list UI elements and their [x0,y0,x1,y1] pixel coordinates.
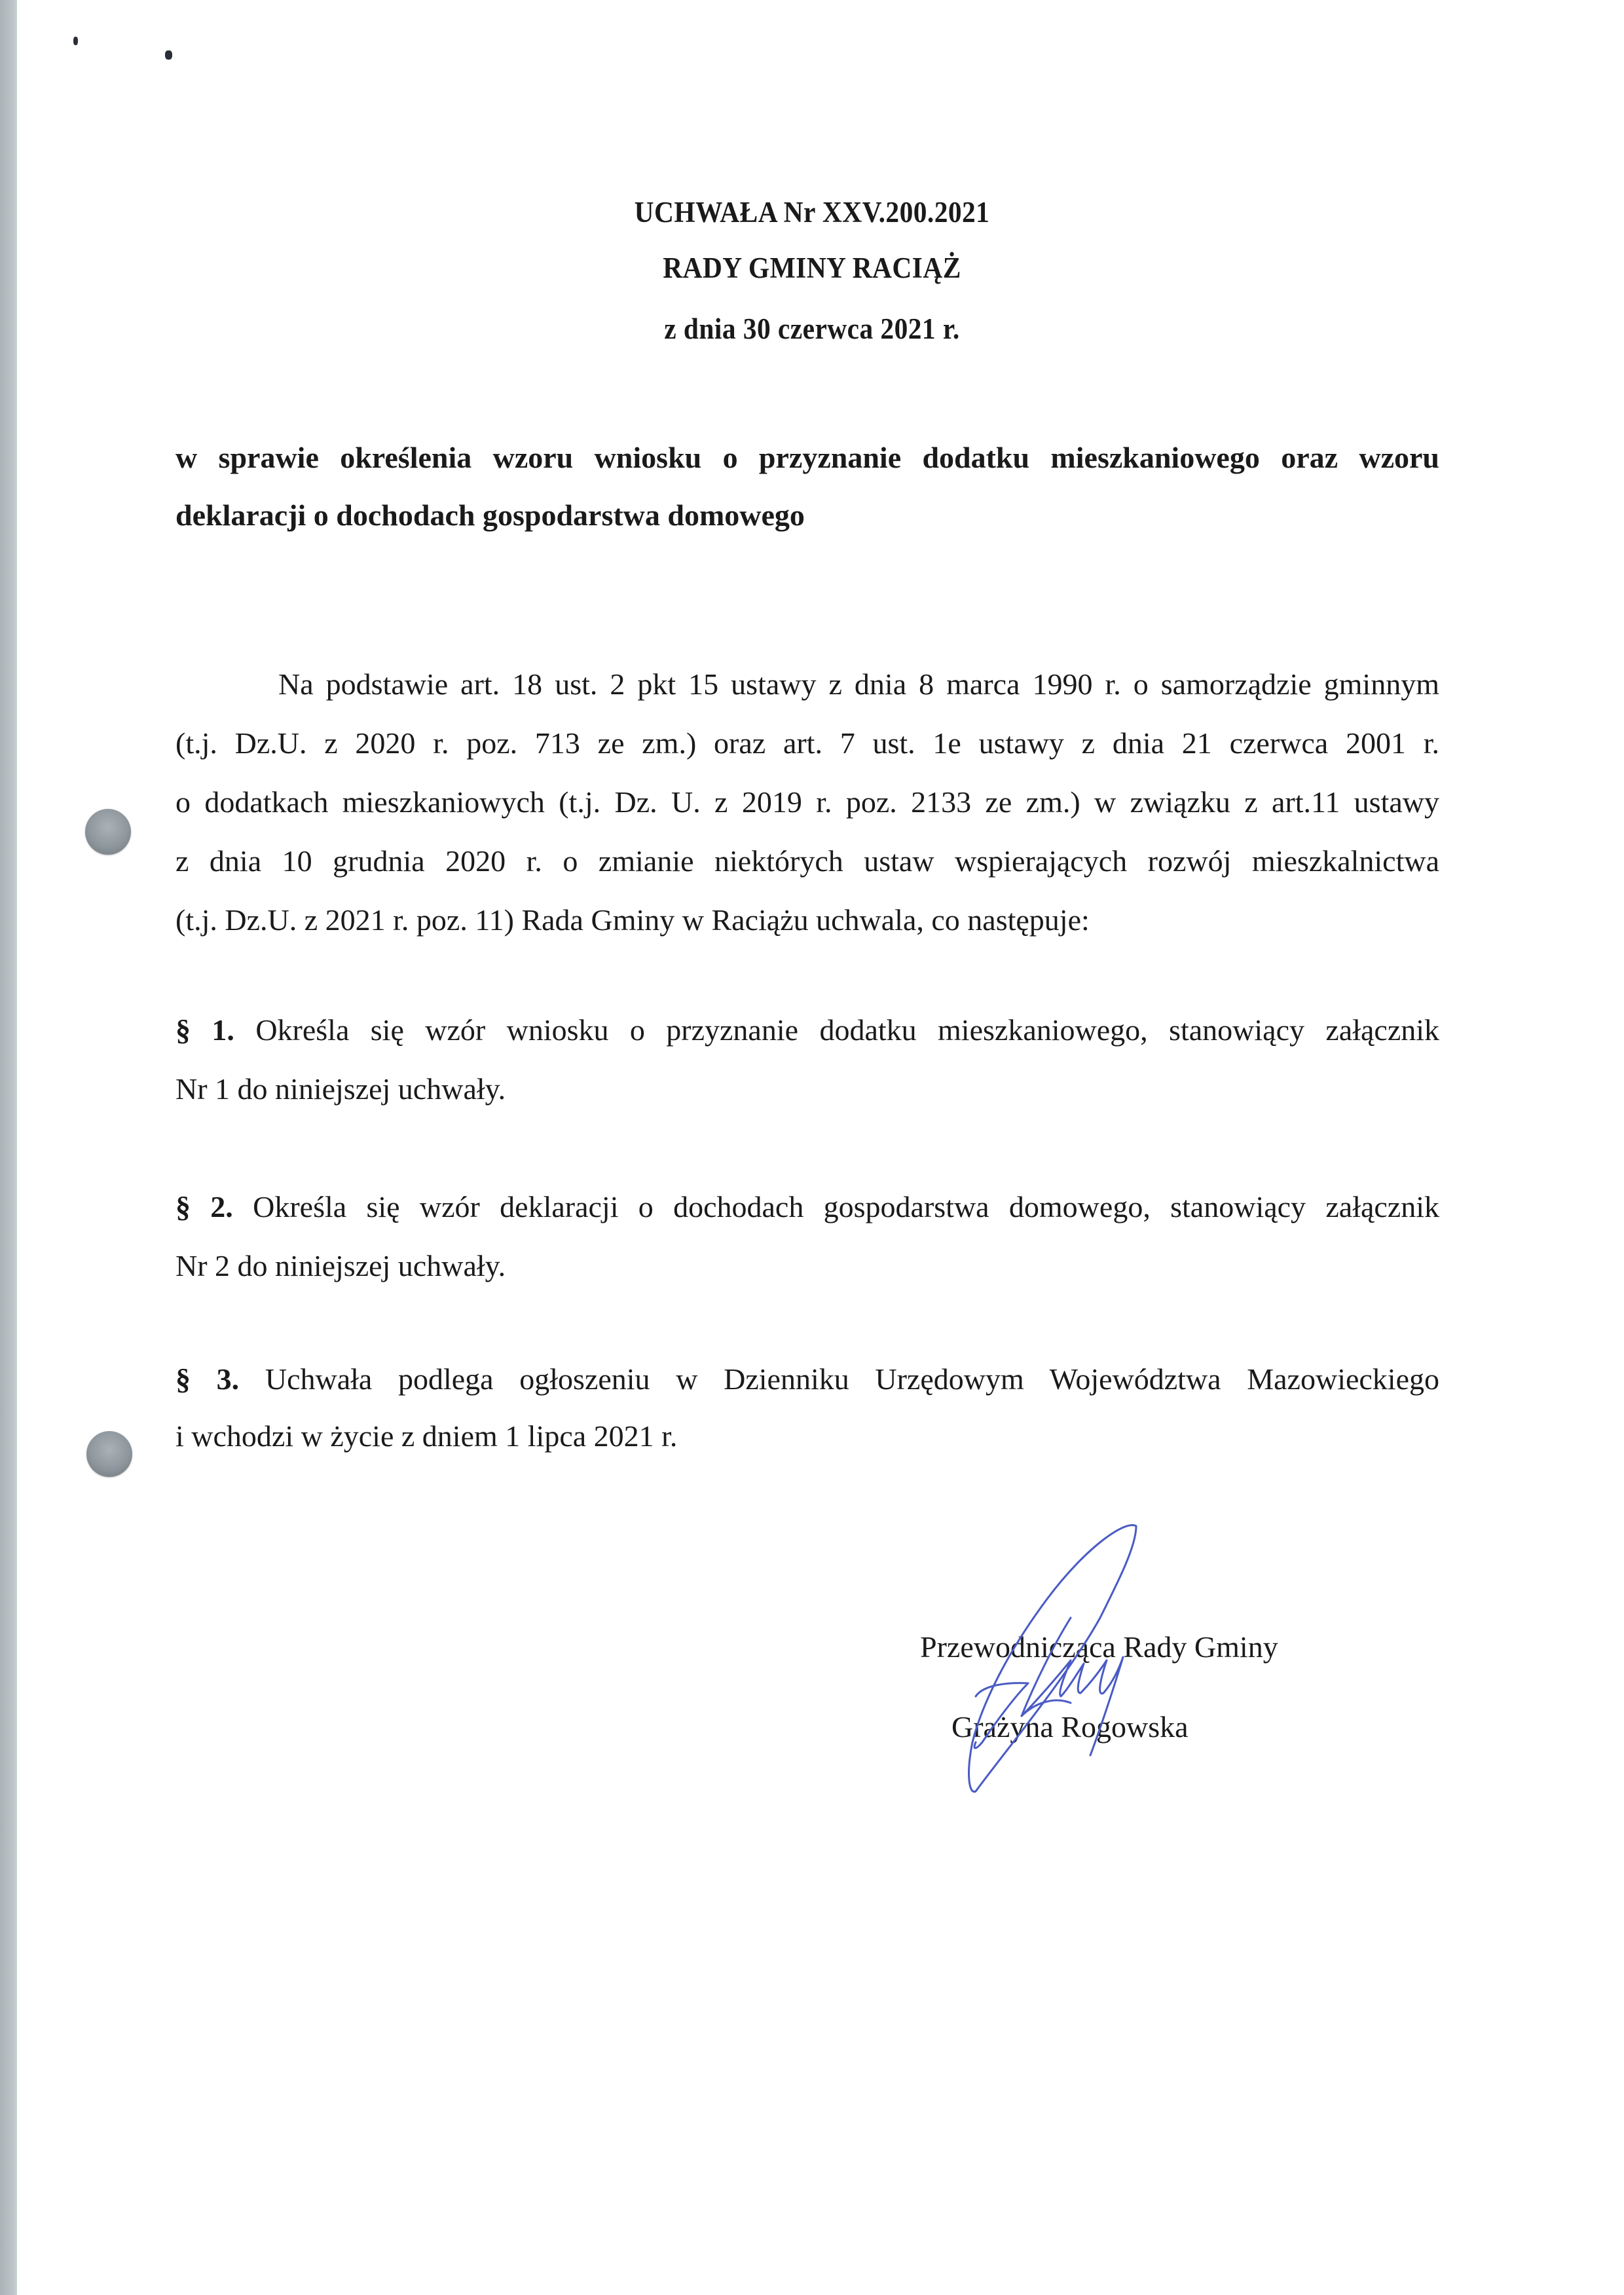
paragraph-1-line-1 [175,1015,1439,1045]
paragraph-2-line-2: Nr 2 do niniejszej uchwały. [175,1249,506,1282]
paragraph-2-line-1 [175,1192,1439,1222]
paragraph-1-text: Określa się wzór wniosku o przyznanie dodatku mieszkaniowego, stanowiący załącznik [255,1013,1440,1047]
preamble-line-2: (t.j. Dz.U. z 2020 r. poz. 713 ze zm.) oraz art. 7 ust. 1e ustawy z dnia 21 czerwca 2001 r. [175,726,1439,760]
punch-hole-bottom [86,1431,132,1477]
scan-edge-strip [0,0,17,2295]
paragraph-3-text: Uchwała podlega ogłoszeniu w Dzienniku Urzędowym Województwa Mazowieckiego [265,1362,1440,1396]
preamble-line-3: o dodatkach mieszkaniowych (t.j. Dz. U. z 2019 r. poz. 2133 ze zm.) w związku z art.11 ustawy [175,785,1439,819]
preamble-line-1: Na podstawie art. 18 ust. 2 pkt 15 ustawy z dnia 8 marca 1990 r. o samorządzie gminnym [278,667,1439,701]
resolution-number: UCHWAŁA Nr XXV.200.2021 [634,196,990,229]
preamble-line-5: (t.j. Dz.U. z 2021 r. poz. 11) Rada Gminy w Raciążu uchwala, co następuje: [175,903,1090,937]
paragraph-1-line-2: Nr 1 do niniejszej uchwały. [175,1072,506,1106]
paragraph-3-line-2: i wchodzi w życie z dniem 1 lipca 2021 r. [175,1419,678,1453]
paragraph-3-line-1 [175,1364,1439,1394]
punch-hole-top [85,809,131,855]
signatory-name: Grażyna Rogowska [951,1710,1189,1744]
paragraph-3-mark: § 3. [175,1362,240,1396]
paragraph-1-mark: § 1. [175,1013,234,1047]
subject-line-2: deklaracji o dochodach gospodarstwa domowego [175,498,805,532]
council-name: RADY GMINY RACIĄŻ [663,252,961,284]
subject-line-1: w sprawie określenia wzoru wniosku o przyznanie dodatku mieszkaniowego oraz wzoru [175,441,1439,474]
resolution-date: z dnia 30 czerwca 2021 r. [664,312,960,345]
preamble-line-4: z dnia 10 grudnia 2020 r. o zmianie niektórych ustaw wspierających rozwój mieszkalnictwa [175,844,1439,878]
handwritten-signature [904,1506,1362,1834]
signatory-role: Przewodnicząca Rady Gminy [920,1630,1278,1664]
paragraph-2-mark: § 2. [175,1190,233,1223]
scan-speck [73,37,78,45]
paragraph-2-text: Określa się wzór deklaracji o dochodach gospodarstwa domowego, stanowiący załącznik [253,1190,1440,1223]
scan-speck [165,50,172,60]
